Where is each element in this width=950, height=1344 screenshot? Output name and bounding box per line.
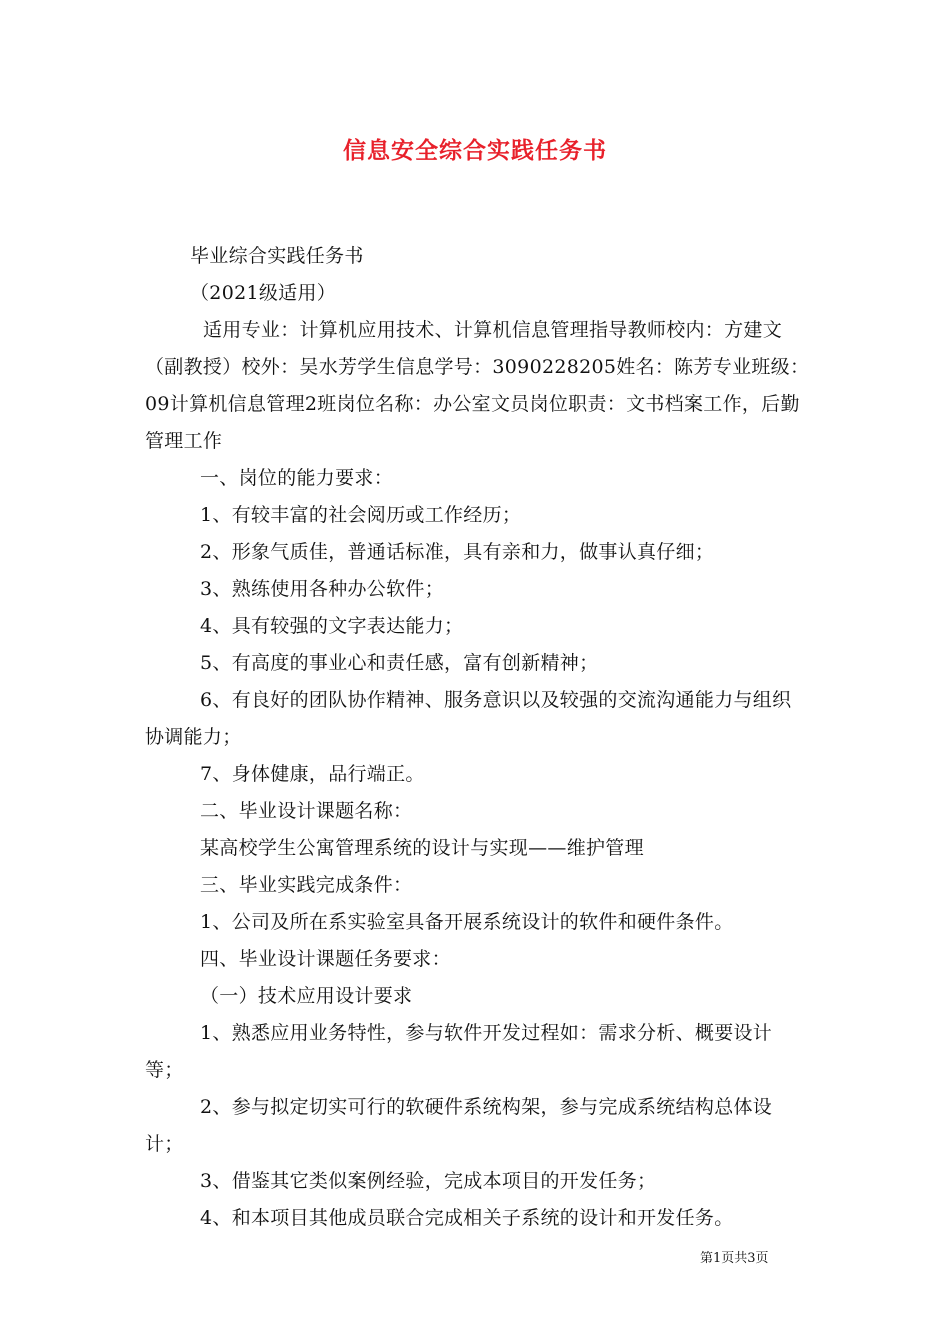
list-item: 5、有高度的事业心和责任感，富有创新精神；: [200, 652, 599, 674]
paragraph-heading: 毕业综合实践任务书: [190, 245, 364, 267]
list-item: 1、熟悉应用业务特性，参与软件开发过程如：需求分析、概要设计等；: [145, 1022, 773, 1081]
paragraph-student-info: 适用专业：计算机应用技术、计算机信息管理指导教师校内：方建文（副教授）校外：吴水芳学生信息学号：3090228205姓名：陈芳专业班级：09计算机信息管理2班岗位名称：办公室文员岗位职责：文书档案工作，后勤管理工作: [145, 319, 810, 452]
section-heading-2: 二、毕业设计课题名称：: [200, 800, 413, 822]
section-heading-4: 四、毕业设计课题任务要求：: [200, 948, 451, 970]
list-item: 1、公司及所在系实验室具备开展系统设计的软件和硬件条件。: [200, 911, 734, 933]
document-title: 信息安全综合实践任务书: [343, 137, 607, 164]
list-item: 7、身体健康，品行端正。: [200, 763, 425, 785]
list-item: 4、具有较强的文字表达能力；: [200, 615, 464, 637]
subsection-heading: （一）技术应用设计要求: [200, 985, 413, 1007]
document-body: [145, 238, 810, 1237]
list-item: 2、参与拟定切实可行的软硬件系统构架，参与完成系统结构总体设计；: [145, 1096, 773, 1155]
list-item: 4、和本项目其他成员联合完成相关子系统的设计和开发任务。: [200, 1207, 734, 1229]
list-item: 2、形象气质佳，普通话标准，具有亲和力，做事认真仔细；: [200, 541, 715, 563]
section-heading-1: 一、岗位的能力要求：: [200, 467, 394, 489]
project-title: 某高校学生公寓管理系统的设计与实现——维护管理: [200, 837, 644, 859]
list-item: 3、借鉴其它类似案例经验，完成本项目的开发任务；: [200, 1170, 657, 1192]
paragraph-applicable-year: （2021级适用）: [190, 282, 337, 304]
page-number-footer: 第1页共3页: [700, 1251, 769, 1266]
list-item: 1、有较丰富的社会阅历或工作经历；: [200, 504, 522, 526]
section-heading-3: 三、毕业实践完成条件：: [200, 874, 413, 896]
list-item: 6、有良好的团队协作精神、服务意识以及较强的交流沟通能力与组织协调能力；: [145, 689, 792, 748]
list-item: 3、熟练使用各种办公软件；: [200, 578, 444, 600]
